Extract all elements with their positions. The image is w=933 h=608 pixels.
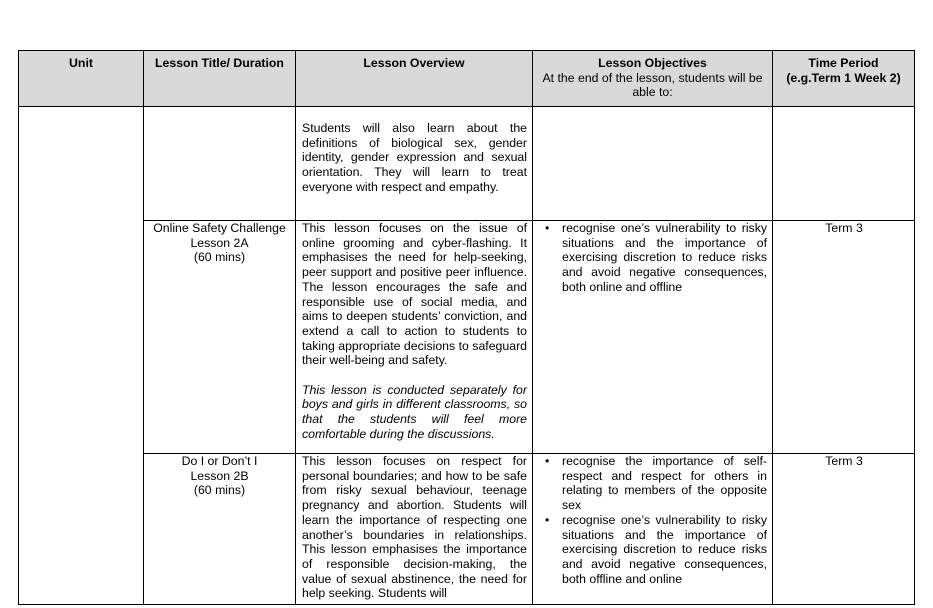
- header-row: [19, 51, 915, 107]
- header-period-label: Time Period: [808, 56, 879, 70]
- bullet-icon: •: [545, 512, 550, 527]
- header-objectives-label: Lesson Objectives: [598, 56, 707, 70]
- table-row: [19, 454, 915, 605]
- period-cell: [773, 107, 915, 221]
- title-cell: [144, 221, 296, 454]
- header-period: [773, 51, 915, 107]
- header-objectives: [533, 51, 773, 107]
- lesson-plan-table: [18, 50, 915, 605]
- overview-cell: [296, 454, 533, 605]
- lesson-title: Do I or Don’t I: [181, 454, 258, 468]
- lesson-number: Lesson 2A: [190, 235, 249, 250]
- table-row: [19, 107, 915, 221]
- header-unit: Unit: [19, 51, 144, 107]
- period-cell: Term 3: [773, 454, 915, 605]
- table-row: [19, 221, 915, 454]
- objectives-cell: [533, 221, 773, 454]
- objectives-list: [539, 221, 767, 295]
- unit-cell: [19, 107, 144, 605]
- lesson-duration: (60 mins): [193, 483, 246, 498]
- header-objectives-sub: At the end of the lesson, students will be able to:: [542, 70, 763, 100]
- header-title: Lesson Title/ Duration: [144, 51, 296, 107]
- overview-text: This lesson focuses on the issue of online grooming and cyber-flashing. It emphasises the need for help-seeking, peer support and positive peer influence. The lesson encourages the safe and responsible use of social media, and aims to deepen students’ conviction, and extend a call to action to students to taking appropriate decisions to safeguard their well-being and safety.: [302, 221, 527, 368]
- header-overview: Lesson Overview: [296, 51, 533, 107]
- objectives-list: [539, 454, 767, 586]
- objective-item: • recognise one’s vulnerability to risky situations and the importance of exercising discretion to reduce risks and avoid negative consequences, both offline and online: [545, 512, 767, 586]
- overview-note: This lesson is conducted separately for boys and girls in different classrooms, so that the students will feel more comfortable during the discussions.: [302, 382, 527, 441]
- overview-cell: [296, 107, 533, 221]
- bullet-icon: •: [545, 221, 550, 235]
- objective-item: • recognise the importance of self-respect and respect for others in relating to members of the opposite sex: [545, 454, 767, 513]
- objective-item: • recognise one’s vulnerability to risky situations and the importance of exercising discretion to reduce risks and avoid negative consequences, both online and offline: [545, 221, 767, 294]
- overview-text: Students will also learn about the definitions of biological sex, gender identity, gender expression and sexual orientation. They will learn to treat everyone with respect and empathy.: [302, 121, 527, 194]
- title-cell: [144, 107, 296, 221]
- lesson-number: Lesson 2B: [190, 468, 249, 483]
- lesson-title: Online Safety Challenge: [153, 221, 286, 235]
- lesson-duration: (60 mins): [193, 250, 246, 265]
- period-cell: Term 3: [773, 221, 915, 454]
- bullet-icon: •: [545, 454, 550, 468]
- overview-text: This lesson focuses on respect for personal boundaries; and how to be safe from risky sexual behaviour, teenage pregnancy and abortion. Students will learn the importance of respecting one another’s boundaries in relationships. This lesson emphasises the importance of responsible decision-making, the value of sexual abstinence, the need for help seeking. Students will: [302, 454, 527, 601]
- overview-cell: [296, 221, 533, 454]
- title-cell: [144, 454, 296, 605]
- objectives-cell: [533, 454, 773, 605]
- objectives-cell: [533, 107, 773, 221]
- header-period-sub: (e.g.Term 1 Week 2): [786, 70, 901, 85]
